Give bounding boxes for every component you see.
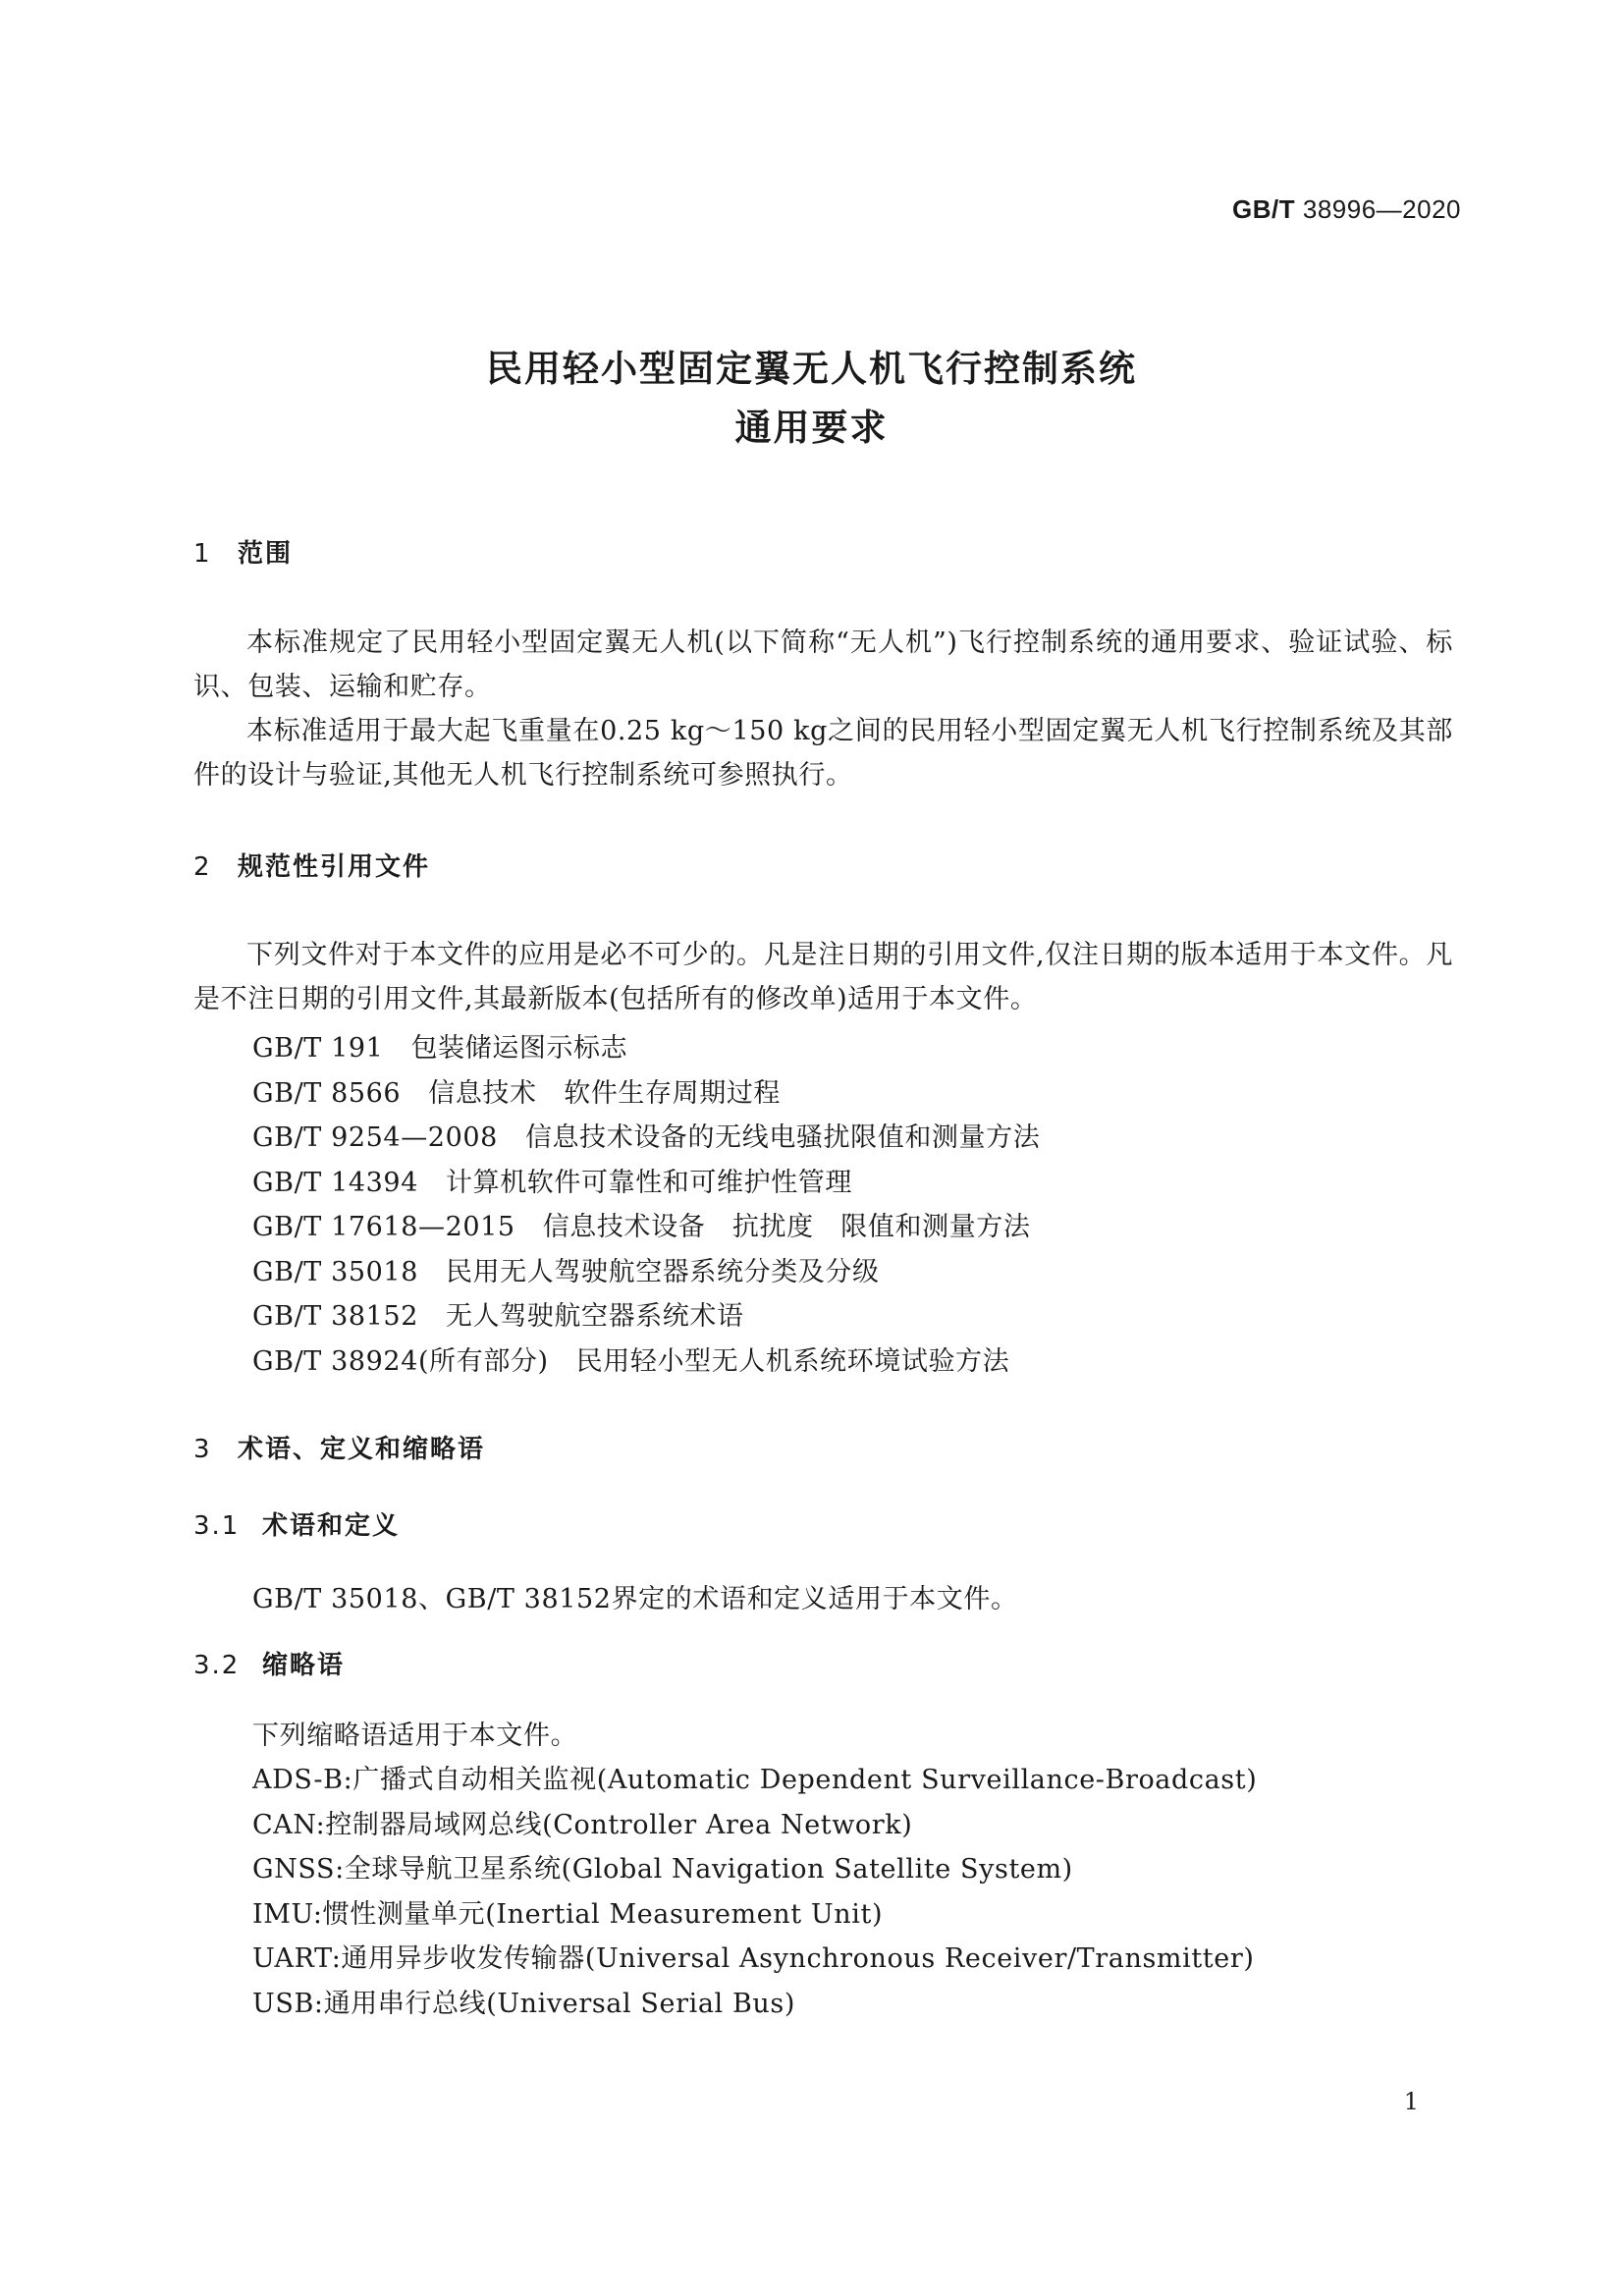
abbreviation-item: GNSS:全球导航卫星系统(Global Navigation Satellite System) [252,1854,1073,1885]
section-3-heading [193,1429,485,1465]
reference-code: GB/T 38152 [252,1301,418,1332]
reference-item [252,1116,1040,1154]
reference-code: GB/T 191 [252,1033,384,1064]
reference-code: GB/T 17618—2015 [252,1212,515,1242]
standard-number: 38996—2020 [1302,194,1461,224]
reference-code: GB/T 8566 [252,1078,402,1109]
standard-prefix: GB/T [1232,194,1296,224]
section-number: 2 [193,852,212,882]
reference-code: GB/T 14394 [252,1168,418,1198]
reference-title: 信息技术设备的无线电骚扰限值和测量方法 [524,1122,1041,1153]
reference-title: 民用无人驾驶航空器系统分类及分级 [446,1257,880,1287]
reference-item [252,1071,781,1110]
scope-paragraph-2: 本标准适用于最大起飞重量在0.25 kg～150 kg之间的民用轻小型固定翼无人机飞行控制系统及其部件的设计与验证,其他无人机飞行控制系统可参照执行。 [193,716,1453,791]
abbreviation-item: USB:通用串行总线(Universal Serial Bus) [252,1989,795,2019]
reference-item [252,1250,880,1288]
section-number: 3 [193,1435,212,1464]
section-number: 1 [193,539,212,569]
page-number: 1 [1403,2088,1419,2115]
subsection-number: 3.2 [193,1651,241,1680]
reference-title: 计算机软件可靠性和可维护性管理 [446,1168,852,1198]
reference-title: 民用轻小型无人机系统环境试验方法 [575,1346,1010,1377]
abbreviation-item: UART:通用异步收发传输器(Universal Asynchronous Receiver/Transmitter) [252,1943,1255,1974]
subsection-3-2-heading [193,1645,345,1681]
reference-title: 无人驾驶航空器系统术语 [446,1301,744,1332]
reference-title: 信息技术 软件生存周期过程 [428,1078,782,1109]
reference-item [252,1026,627,1065]
reference-code: GB/T 9254—2008 [252,1122,498,1153]
subsection-title: 术语和定义 [262,1511,401,1541]
abbreviation-item: IMU:惯性测量单元(Inertial Measurement Unit) [252,1899,884,1930]
reference-title: 包装储运图示标志 [410,1033,628,1064]
reference-item [252,1161,852,1199]
subsection-3-1-heading [193,1505,400,1542]
subsection-number: 3.1 [193,1511,241,1541]
section-title: 术语、定义和缩略语 [238,1435,486,1464]
scope-paragraph-1: 本标准规定了民用轻小型固定翼无人机(以下简称“无人机”)飞行控制系统的通用要求、验证试验、标识、包装、运输和贮存。 [193,628,1453,702]
reference-title: 信息技术设备 抗扰度 限值和测量方法 [542,1212,1031,1242]
reference-item [252,1205,1031,1243]
section-title: 规范性引用文件 [238,852,431,882]
reference-code: GB/T 35018 [252,1257,418,1287]
terms-definitions-text: GB/T 35018、GB/T 38152界定的术语和定义适用于本文件。 [252,1584,1018,1614]
normative-references-intro: 下列文件对于本文件的应用是必不可少的。凡是注日期的引用文件,仅注日期的版本适用于本文件。凡是不注日期的引用文件,其最新版本(包括所有的修改单)适用于本文件。 [193,940,1453,1014]
section-2-heading [193,847,430,883]
reference-code: GB/T 38924(所有部分) [252,1346,549,1377]
abbreviation-item: CAN:控制器局域网总线(Controller Area Network) [252,1810,913,1840]
abbreviation-item: ADS-B:广播式自动相关监视(Automatic Dependent Surveillance-Broadcast) [252,1765,1258,1795]
reference-item [252,1339,1009,1378]
document-title-line-2: 通用要求 [734,407,889,449]
subsection-title: 缩略语 [262,1651,346,1680]
reference-item [252,1294,744,1333]
section-1-heading [193,533,293,570]
abbreviations-intro: 下列缩略语适用于本文件。 [252,1721,578,1751]
standard-code [1232,194,1461,225]
section-title: 范围 [238,539,294,569]
document-title-line-1: 民用轻小型固定翼无人机飞行控制系统 [486,348,1137,390]
